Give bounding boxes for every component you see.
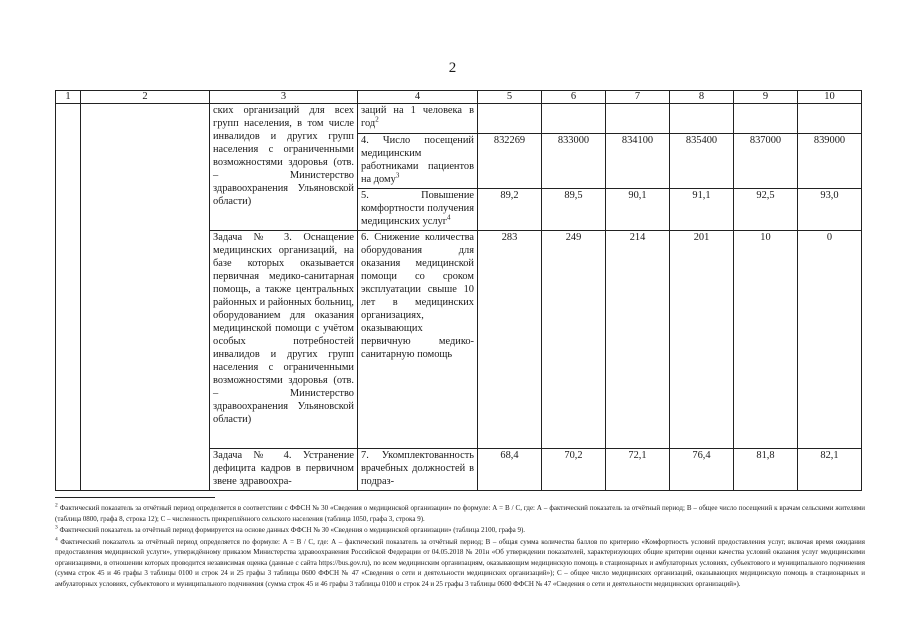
header-cell: 10 — [798, 91, 862, 104]
value-cell: 283 — [478, 231, 542, 449]
footnote-4 — [55, 537, 865, 590]
footnote-text: Фактический показатель за отчётный период формируется на основе данных ФФСН № 30 «Сведения о медицинской организации» (таблица 2100, графа 9). — [59, 526, 526, 534]
header-cell: 9 — [734, 91, 798, 104]
footnote-text: Фактический показатель за отчётный период определяется по формуле: А = В / С, где: А – фактический показатель за отчётный период; В – общая сумма количества баллов по критерию «Комфортность условий предоставления услуг, включая время ожидания предоставления медицинской услуги», утверждённому приказом Министерства здравоохранения Российской Федерации от 04.05.2018 № 201н «Об утверждении показателей, характеризующих общие критерии оценки качества условий оказания услуг медицинскими организациями, в отношении которых проводится независимая оценка (данные с сайта https://bus.gov.ru), по всем медицинским организациям, оказывающим медицинскую помощь в стационарных и амбулаторных условиях, субъектового и муниципального подчинения (сумма строк 45 и 46 графы 3 таблицы 0100 и строк 24 и 25 графы 3 таблицы 0600 ФФСН № 47 «Сведения о сети и деятельности медицинских организаций»); С – общее число медицинских организаций, оказывающих медицинскую помощь в стационарных и амбулаторных условиях, субъектового и муниципального подчинения (сумма строк 45 и 46 графы 3 таблицы 0100 и строк 24 и 25 графы 3 таблицы 0600 ФФСН № 47 «Сведения о сети и деятельности медицинских организаций»). — [55, 537, 865, 588]
value-cell: 70,2 — [542, 449, 606, 491]
footnote-2 — [55, 503, 865, 524]
value-cell: 832269 — [478, 134, 542, 189]
indicator-cell: 6. Снижение количества оборудования для оказания медицинской помощи со сроком эксплуатации свыше 10 лет в медицинских организациях, оказывающих первичную медико-санитарную помощь — [358, 231, 478, 449]
footnote-mark: 4 — [447, 213, 451, 222]
table-header-row — [56, 91, 862, 104]
value-cell: 837000 — [734, 134, 798, 189]
value-cell — [798, 104, 862, 134]
value-cell — [670, 104, 734, 134]
indicator-text: 5. Повышение комфортности получения медицинских услуг — [361, 190, 474, 227]
indicator-text: заций на 1 человека в год — [361, 105, 474, 129]
header-cell: 7 — [606, 91, 670, 104]
indicator-cell — [358, 104, 478, 134]
value-cell: 839000 — [798, 134, 862, 189]
header-cell: 6 — [542, 91, 606, 104]
task-cell — [210, 104, 358, 231]
task-text: ских организаций для всех групп населения, в том числе инвалидов и других групп населения с ограниченными возможностями здоровья (отв. – Министерство здравоохранения Ульяновской области) — [213, 105, 354, 207]
value-cell: 93,0 — [798, 189, 862, 231]
value-cell — [542, 104, 606, 134]
value-cell: 89,2 — [478, 189, 542, 231]
value-cell: 90,1 — [606, 189, 670, 231]
value-cell: 834100 — [606, 134, 670, 189]
task-cell: Задача № 4. Устранение дефицита кадров в первичном звене здравоохра- — [210, 449, 358, 491]
footnotes — [55, 503, 865, 590]
indicators-table — [55, 90, 862, 491]
header-cell: 4 — [358, 91, 478, 104]
footnote-mark: 2 — [375, 115, 379, 124]
value-cell: 201 — [670, 231, 734, 449]
footnote-mark: 3 — [55, 524, 58, 531]
value-cell: 10 — [734, 231, 798, 449]
indicator-text: 4. Число посещений медицинским работниками пациентов на дому — [361, 135, 474, 185]
value-cell: 82,1 — [798, 449, 862, 491]
header-cell: 1 — [56, 91, 81, 104]
indicator-cell — [358, 134, 478, 189]
value-cell: 833000 — [542, 134, 606, 189]
footnote-mark: 3 — [395, 171, 400, 180]
value-cell: 89,5 — [542, 189, 606, 231]
header-cell: 2 — [81, 91, 210, 104]
value-cell: 91,1 — [670, 189, 734, 231]
value-cell: 81,8 — [734, 449, 798, 491]
value-cell: 92,5 — [734, 189, 798, 231]
value-cell: 214 — [606, 231, 670, 449]
task-cell: Задача № 3. Оснащение медицинских организаций, на базе которых оказывается первичная медико-санитарная помощь, а также центральных районных и районных больниц, оборудованием для оказания медицинской помощи с учётом особых потребностей инвалидов и других групп населения с ограниченными возможностями здоровья (отв. – Министерство здравоохранения Ульяновской области) — [210, 231, 358, 449]
header-cell: 3 — [210, 91, 358, 104]
number-cell — [56, 104, 81, 491]
value-cell — [606, 104, 670, 134]
value-cell — [478, 104, 542, 134]
value-cell — [734, 104, 798, 134]
value-cell: 835400 — [670, 134, 734, 189]
indicator-cell: 7. Укомплектованность врачебных должностей в подраз- — [358, 449, 478, 491]
value-cell: 76,4 — [670, 449, 734, 491]
footnote-mark: 2 — [55, 502, 58, 509]
value-cell: 72,1 — [606, 449, 670, 491]
program-cell — [81, 104, 210, 491]
footnote-3 — [55, 525, 865, 536]
footnote-text: Фактический показатель за отчётный период определяется в соответствии с ФФСН № 30 «Сведения о медицинской организации» по формуле: А = В / С, где: А – фактический показатель за отчётный период; В – общее число посещений к врачам сельскими жителями (таблица 0800, графа 8, строка 12); С – численность прикреплённого сельского населения (таблица 1050, графа 3, строка 9). — [55, 504, 866, 523]
indicator-cell — [358, 189, 478, 231]
value-cell: 249 — [542, 231, 606, 449]
footnote-mark: 4 — [55, 536, 58, 543]
value-cell: 68,4 — [478, 449, 542, 491]
table-row — [56, 104, 862, 134]
header-cell: 5 — [478, 91, 542, 104]
footnote-divider — [55, 497, 215, 498]
value-cell: 0 — [798, 231, 862, 449]
page-number: 2 — [448, 60, 457, 76]
header-cell: 8 — [670, 91, 734, 104]
